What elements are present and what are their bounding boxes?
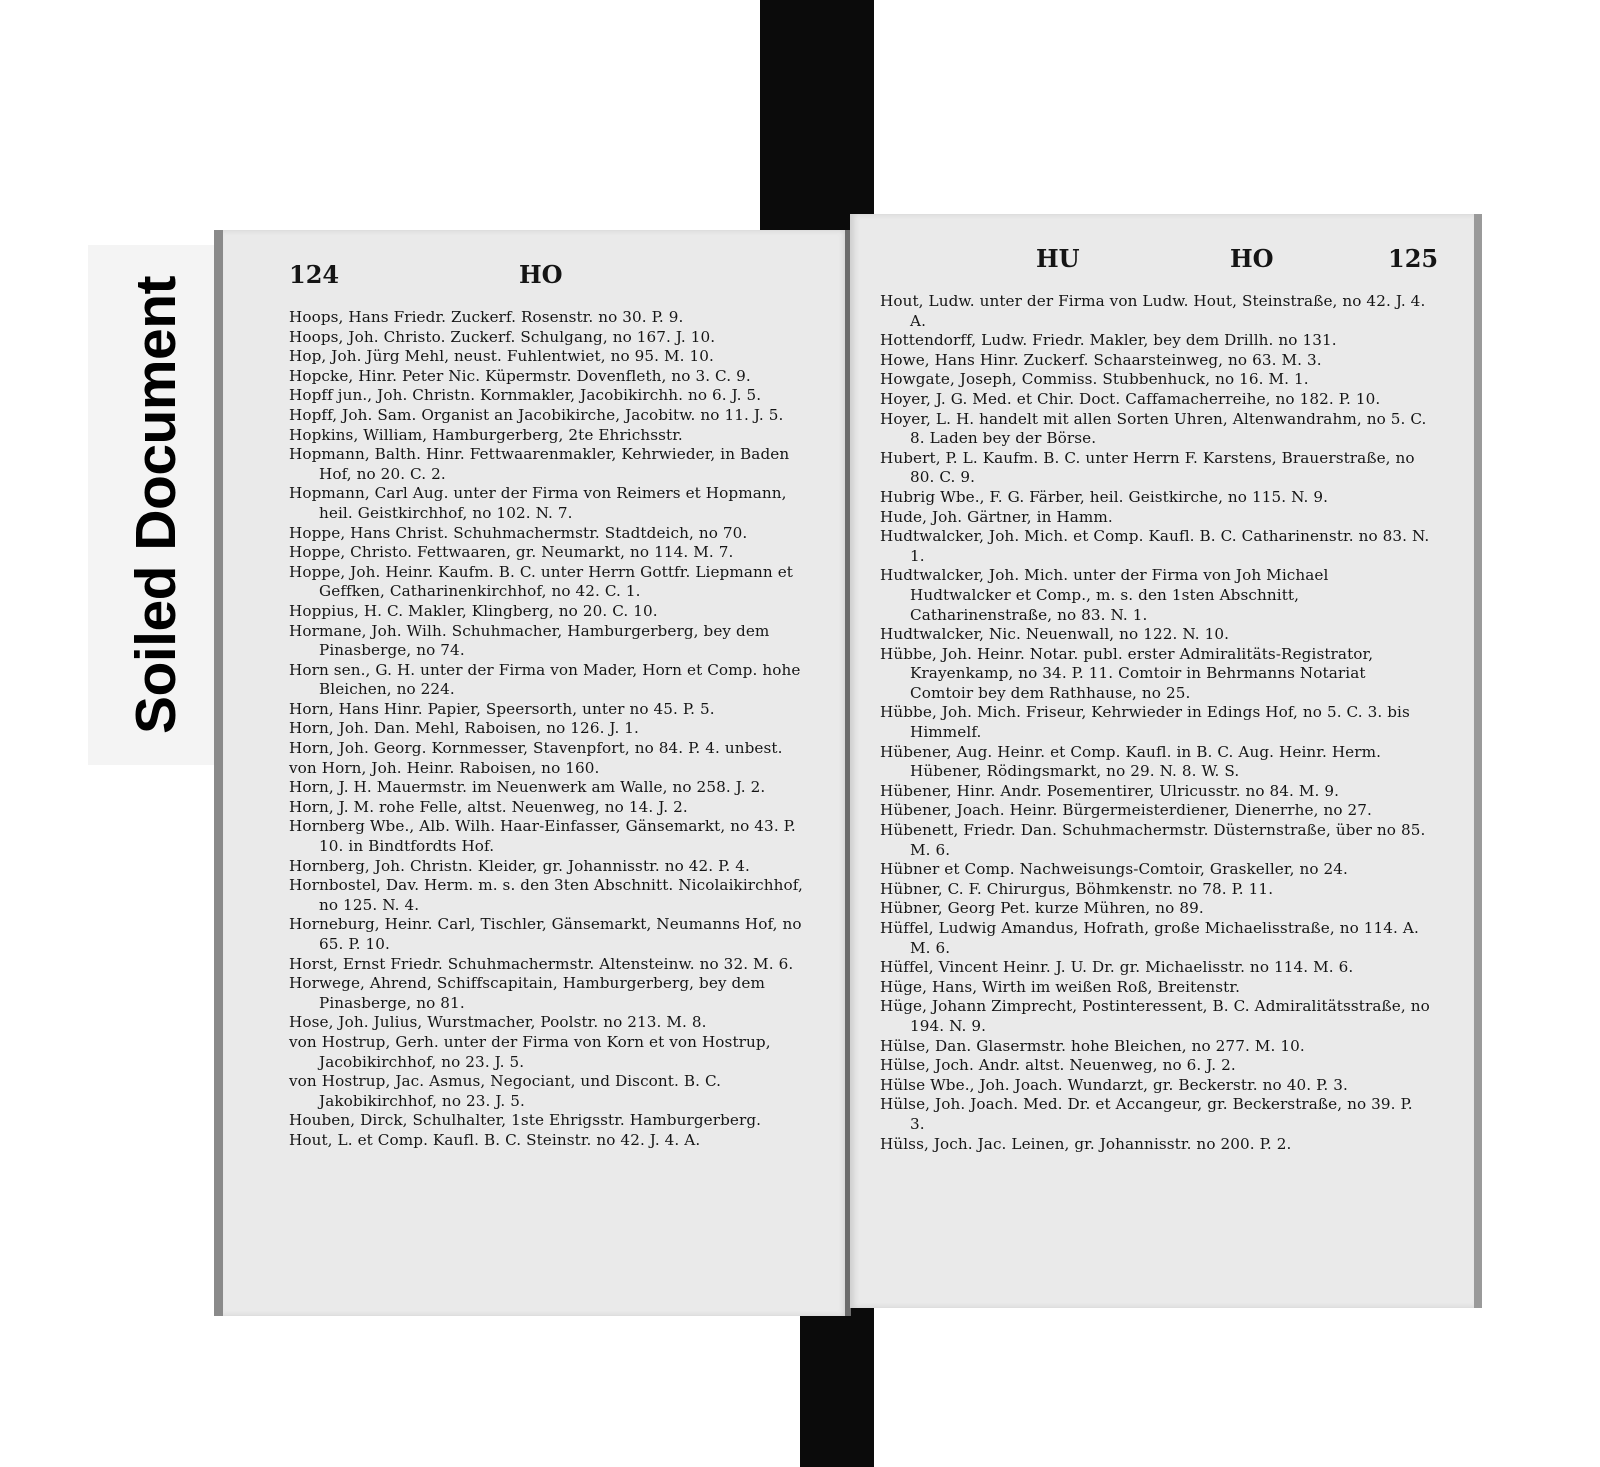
- directory-entry: Hubrig Wbe., F. G. Färber, heil. Geistkirche, no 115. N. 9.: [880, 487, 1329, 506]
- directory-entry: Hülse, Dan. Glasermstr. hohe Bleichen, no 277. M. 10.: [880, 1036, 1305, 1055]
- directory-entry: Hübner, Georg Pet. kurze Mühren, no 89.: [880, 899, 1204, 918]
- directory-entry: Hoops, Hans Friedr. Zuckerf. Rosenstr. no 30. P. 9.: [289, 308, 684, 326]
- directory-entry: Horst, Ernst Friedr. Schuhmachermstr. Altensteinw. no 32. M. 6.: [289, 954, 794, 973]
- directory-entry: Hottendorff, Ludw. Friedr. Makler, bey dem Drillh. no 131.: [880, 331, 1337, 350]
- directory-entry: Hoops, Joh. Christo. Zuckerf. Schulgang, no 167. J. 10.: [289, 327, 716, 346]
- directory-entry: Hoyer, J. G. Med. et Chir. Doct. Caffamacherreihe, no 182. P. 10.: [880, 389, 1381, 408]
- directory-entry: Hornberg Wbe., Alb. Wilh. Haar-Einfasser, Gänsemarkt, no 43. P. 10. in Bindtfordts Hof.: [289, 817, 796, 856]
- running-head-right-2: HO: [1230, 244, 1274, 273]
- directory-entry: Hornbostel, Dav. Herm. m. s. den 3ten Abschnitt. Nicolaikirchhof, no 125. N. 4.: [289, 876, 803, 914]
- directory-entry: Hudtwalcker, Joh. Mich. unter der Firma von Joh Michael Hudtwalcker et Comp., m. s. den 1sten Abschnitt, Catharinenstraße, no 83. N. 1.: [880, 566, 1329, 624]
- binding-bar-bottom: [800, 1300, 874, 1467]
- directory-entry: Hübner, C. F. Chirurgus, Böhmkenstr. no 78. P. 11.: [880, 879, 1274, 898]
- right-page: [850, 214, 1482, 1308]
- directory-entry: Hüffel, Ludwig Amandus, Hofrath, große Michaelisstraße, no 114. A. M. 6.: [880, 919, 1419, 957]
- directory-entry: Hopff, Joh. Sam. Organist an Jacobikirche, Jacobitw. no 11. J. 5.: [289, 405, 784, 424]
- directory-entry: Horwege, Ahrend, Schiffscapitain, Hamburgerberg, bey dem Pinasberge, no 81.: [289, 974, 765, 1012]
- right-page-header: [880, 234, 1439, 292]
- directory-entry: Horn, Joh. Georg. Kornmesser, Stavenpfort, no 84. P. 4. unbest.: [289, 739, 783, 758]
- directory-entry: von Hostrup, Jac. Asmus, Negociant, und Discont. B. C. Jakobikirchhof, no 23. J. 5.: [289, 1072, 722, 1110]
- left-entry-list: [289, 308, 816, 1151]
- directory-entry: Hopcke, Hinr. Peter Nic. Küpermstr. Dovenfleth, no 3. C. 9.: [289, 366, 751, 385]
- directory-entry: Hudtwalcker, Nic. Neuenwall, no 122. N. 10.: [880, 625, 1230, 644]
- directory-entry: Hopff jun., Joh. Christn. Kornmakler, Jacobikirchh. no 6. J. 5.: [289, 386, 762, 405]
- directory-entry: Hormane, Joh. Wilh. Schuhmacher, Hamburgerberg, bey dem Pinasberge, no 74.: [289, 621, 770, 660]
- directory-entry: Hose, Joh. Julius, Wurstmacher, Poolstr. no 213. M. 8.: [289, 1013, 707, 1032]
- directory-entry: Hübener, Aug. Heinr. et Comp. Kaufl. in B. C. Aug. Heinr. Herm. Hübener, Rödingsmarkt, no 29. N. 8. W. S.: [880, 742, 1382, 781]
- directory-entry: Hoppe, Christo. Fettwaaren, gr. Neumarkt, no 114. M. 7.: [289, 543, 734, 562]
- directory-entry: Hübener, Hinr. Andr. Posementirer, Ulricusstr. no 84. M. 9.: [880, 781, 1340, 800]
- directory-entry: Hopmann, Carl Aug. unter der Firma von Reimers et Hopmann, heil. Geistkirchhof, no 102. N. 7.: [289, 484, 787, 522]
- directory-entry: Horn, Joh. Dan. Mehl, Raboisen, no 126. J. 1.: [289, 719, 639, 738]
- directory-entry: Hopmann, Balth. Hinr. Fettwaarenmakler, Kehrwieder, in Baden Hof, no 20. C. 2.: [289, 445, 790, 483]
- page-number-right: 125: [1388, 244, 1439, 273]
- directory-entry: Hülse Wbe., Joh. Joach. Wundarzt, gr. Beckerstr. no 40. P. 3.: [880, 1075, 1348, 1094]
- directory-entry: Hudtwalcker, Joh. Mich. et Comp. Kaufl. B. C. Catharinenstr. no 83. N. 1.: [880, 527, 1430, 565]
- directory-entry: Hoppe, Joh. Heinr. Kaufm. B. C. unter Herrn Gottfr. Liepmann et Geffken, Catharinenkirchhof, no 42. C. 1.: [289, 562, 794, 601]
- directory-entry: Horn sen., G. H. unter der Firma von Mader, Horn et Comp. hohe Bleichen, no 224.: [289, 660, 801, 699]
- directory-entry: Hüffel, Vincent Heinr. J. U. Dr. gr. Michaelisstr. no 114. M. 6.: [880, 958, 1354, 977]
- running-head-right-1: HU: [1036, 244, 1080, 273]
- directory-entry: Hoppius, H. C. Makler, Klingberg, no 20. C. 10.: [289, 601, 658, 620]
- left-page: [214, 230, 848, 1316]
- directory-entry: Hülss, Joch. Jac. Leinen, gr. Johannisstr. no 200. P. 2.: [880, 1134, 1292, 1153]
- soiled-document-label: Soiled Document: [124, 275, 188, 735]
- directory-entry: Hübner et Comp. Nachweisungs-Comtoir, Graskeller, no 24.: [880, 860, 1348, 879]
- directory-entry: Hout, Ludw. unter der Firma von Ludw. Hout, Steinstraße, no 42. J. 4. A.: [880, 292, 1426, 330]
- directory-entry: Houben, Dirck, Schulhalter, 1ste Ehrigsstr. Hamburgerberg.: [289, 1111, 762, 1130]
- directory-entry: Hülse, Joch. Andr. altst. Neuenweg, no 6. J. 2.: [880, 1056, 1236, 1075]
- directory-entry: Horn, J. M. rohe Felle, altst. Neuenweg, no 14. J. 2.: [289, 797, 688, 816]
- directory-entry: Hüge, Hans, Wirth im weißen Roß, Breitenstr.: [880, 977, 1240, 996]
- directory-entry: Horneburg, Heinr. Carl, Tischler, Gänsemarkt, Neumanns Hof, no 65. P. 10.: [289, 915, 802, 953]
- directory-entry: Hude, Joh. Gärtner, in Hamm.: [880, 507, 1113, 526]
- directory-entry: Howgate, Joseph, Commiss. Stubbenhuck, no 16. M. 1.: [880, 370, 1309, 389]
- directory-entry: Hop, Joh. Jürg Mehl, neust. Fuhlentwiet, no 95. M. 10.: [289, 347, 714, 366]
- running-head-left: HO: [519, 260, 563, 289]
- directory-entry: Hübenett, Friedr. Dan. Schuhmachermstr. Düsternstraße, über no 85. M. 6.: [880, 821, 1426, 859]
- directory-entry: Hübbe, Joh. Heinr. Notar. publ. erster Admiralitäts-Registrator, Krayenkamp, no 34. P. 11. Comtoir in Behrmanns Notariat Comtoir bey dem Rathhause, no 25.: [880, 644, 1374, 702]
- directory-entry: Hübener, Joach. Heinr. Bürgermeisterdiener, Dienerrhe, no 27.: [880, 801, 1372, 820]
- directory-entry: Hübbe, Joh. Mich. Friseur, Kehrwieder in Edings Hof, no 5. C. 3. bis Himmelf.: [880, 703, 1410, 742]
- directory-entry: Hornberg, Joh. Christn. Kleider, gr. Johannisstr. no 42. P. 4.: [289, 856, 750, 875]
- directory-entry: von Hostrup, Gerh. unter der Firma von Korn et von Hostrup, Jacobikirchhof, no 23. J. 5.: [289, 1032, 771, 1071]
- directory-entry: Hülse, Joh. Joach. Med. Dr. et Accangeur, gr. Beckerstraße, no 39. P. 3.: [880, 1095, 1413, 1133]
- directory-entry: Howe, Hans Hinr. Zuckerf. Schaarsteinweg, no 63. M. 3.: [880, 350, 1322, 369]
- directory-entry: von Horn, Joh. Heinr. Raboisen, no 160.: [289, 758, 600, 777]
- directory-entry: Hüge, Johann Zimprecht, Postinteressent, B. C. Admiralitätsstraße, no 194. N. 9.: [880, 997, 1430, 1035]
- directory-entry: Hoppe, Hans Christ. Schuhmachermstr. Stadtdeich, no 70.: [289, 523, 748, 542]
- directory-entry: Horn, Hans Hinr. Papier, Speersorth, unter no 45. P. 5.: [289, 699, 715, 718]
- directory-entry: Horn, J. H. Mauermstr. im Neuenwerk am Walle, no 258. J. 2.: [289, 778, 766, 797]
- page-number-left: 124: [289, 260, 340, 289]
- directory-entry: Hoyer, L. H. handelt mit allen Sorten Uhren, Altenwandrahm, no 5. C. 8. Laden bey der Börse.: [880, 409, 1427, 448]
- directory-entry: Hopkins, William, Hamburgerberg, 2te Ehrichsstr.: [289, 425, 683, 444]
- directory-entry: Hubert, P. L. Kaufm. B. C. unter Herrn F. Karstens, Brauerstraße, no 80. C. 9.: [880, 448, 1415, 487]
- right-entry-list: [880, 292, 1430, 1154]
- binding-bar-top: [760, 0, 874, 238]
- directory-entry: Hout, L. et Comp. Kaufl. B. C. Steinstr. no 42. J. 4. A.: [289, 1130, 701, 1149]
- left-page-header: [289, 250, 816, 308]
